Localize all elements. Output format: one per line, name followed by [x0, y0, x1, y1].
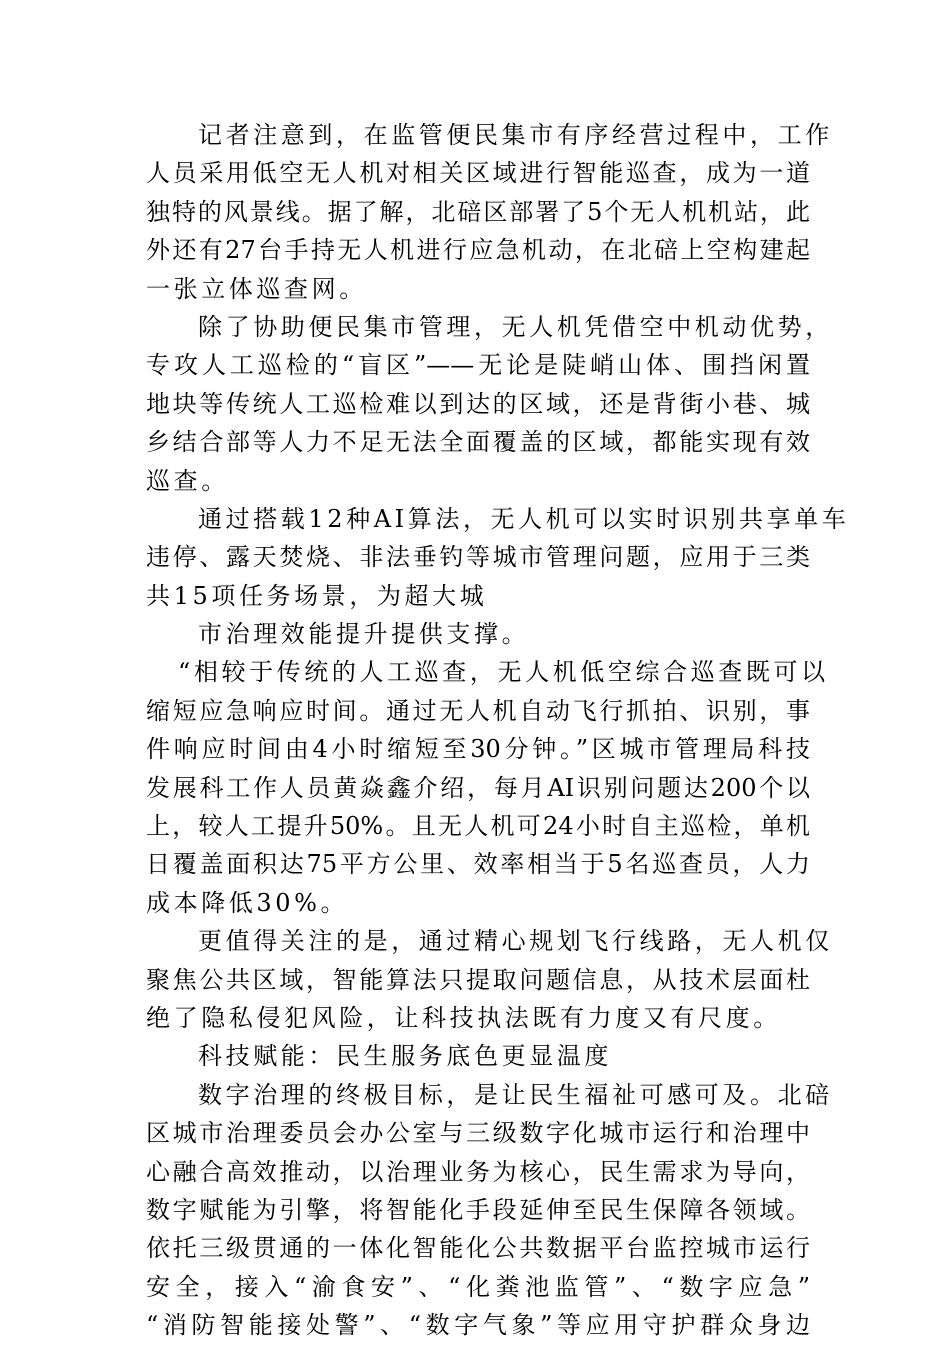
text-line: 上，较人工提升50%。且无人机可24小时自主巡检，单机 — [146, 812, 810, 841]
text-line: 除了协助便民集市管理，无人机凭借空中机动优势， — [198, 312, 833, 341]
text-line: 市治理效能提升提供支撑。 — [198, 620, 530, 649]
text-line: “相较于传统的人工巡查，无人机低空综合巡查既可以 — [178, 658, 829, 687]
text-line: 乡结合部等人力不足无法全面覆盖的区域，都能实现有效 — [146, 428, 810, 457]
text-line: 绝了隐私侵犯风险，让科技执法既有力度又有尺度。 — [146, 1003, 781, 1032]
text-line: 人员采用低空无人机对相关区域进行智能巡查，成为一道 — [146, 159, 810, 188]
text-line: 外还有27台手持无人机进行应急机动，在北碚上空构建起 — [146, 236, 810, 265]
article-body — [146, 116, 850, 1345]
text-line: 专攻人工巡检的“盲区”——无论是陡峭山体、围挡闲置 — [146, 351, 810, 380]
text-line: 独特的风景线。据了解，北碚区部署了5个无人机机站，此 — [146, 197, 810, 226]
text-line: “消防智能接处警”、“数字气象”等应用守护群众身边 — [146, 1311, 810, 1340]
text-line: 聚焦公共区域，智能算法只提取问题信息，从技术层面杜 — [146, 965, 810, 994]
text-line: 巡查。 — [146, 466, 229, 495]
section-heading: 科技赋能：民生服务底色更显温度 — [198, 1042, 612, 1071]
text-line: 心融合高效推动，以治理业务为核心，民生需求为导向， — [146, 1157, 810, 1186]
text-line: 成本降低30%。 — [146, 888, 349, 917]
text-line: 安全，接入“渝食安”、“化粪池监管”、“数字应急” — [146, 1272, 810, 1301]
text-line: 违停、露天焚烧、非法垂钓等城市管理问题，应用于三类 — [146, 543, 810, 572]
text-line: 数字赋能为引擎，将智能化手段延伸至民生保障各领域。 — [146, 1195, 810, 1224]
text-line: 缩短应急响应时间。通过无人机自动飞行抓拍、识别，事 — [146, 696, 810, 725]
text-line: 发展科工作人员黄焱鑫介绍，每月AI识别问题达200个以 — [146, 773, 810, 802]
text-line: 地块等传统人工巡检难以到达的区域，还是背街小巷、城 — [146, 389, 810, 418]
text-line: 日覆盖面积达75平方公里、效率相当于5名巡查员，人力 — [146, 850, 810, 879]
text-line: 件响应时间由4小时缩短至30分钟。”区城市管理局科技 — [146, 735, 810, 764]
text-line: 依托三级贯通的一体化智能化公共数据平台监控城市运行 — [146, 1234, 810, 1263]
text-line: 数字治理的终极目标，是让民生福祉可感可及。北碚 — [198, 1080, 833, 1109]
text-line: 更值得关注的是，通过精心规划飞行线路，无人机仅 — [198, 927, 833, 956]
text-line: 通过搭载12种AI算法，无人机可以实时识别共享单车 — [198, 504, 850, 533]
text-line: 共15项任务场景，为超大城 — [146, 581, 488, 610]
text-line: 区城市治理委员会办公室与三级数字化城市运行和治理中 — [146, 1119, 810, 1148]
text-line: 记者注意到，在监管便民集市有序经营过程中，工作 — [198, 121, 833, 149]
text-line: 一张立体巡查网。 — [146, 274, 367, 303]
